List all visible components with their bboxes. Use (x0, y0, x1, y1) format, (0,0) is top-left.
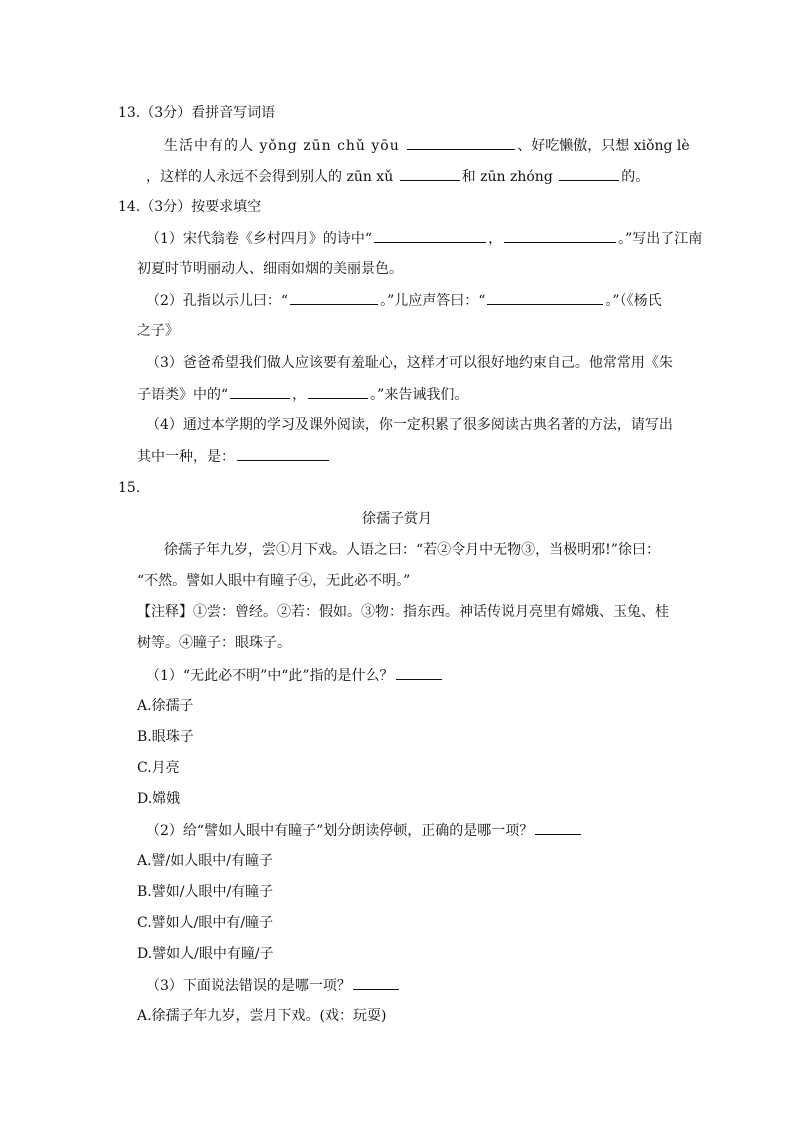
q2-option-a[interactable]: A.譬/如人眼中/有瞳子 (137, 853, 273, 869)
q2-option-c[interactable]: C.譬如人/眼中有/瞳子 (137, 915, 274, 931)
q13-line-1 (164, 136, 690, 155)
q1-option-d[interactable]: D.嫦娥 (137, 791, 181, 807)
q2-option-b[interactable]: B.譬如/人眼中/有瞳子 (137, 884, 274, 900)
q1-option-a[interactable]: A.徐孺子 (137, 698, 194, 714)
answer-blank-3[interactable] (353, 976, 399, 990)
q14-p3-line1: （3）爸爸希望我们做人应该要有羞耻心，这样才可以很好地约束自己。他常常用《朱 (146, 355, 673, 371)
blank-q14-3b[interactable] (308, 385, 368, 399)
q13-heading: 13.（3分）看拼音写词语 (118, 105, 276, 121)
q14-p2-line1 (146, 291, 662, 310)
annotation-line-1: 【注释】①尝：曾经。②若：假如。③物：指东西。神话传说月亮里有嫦娥、玉兔、桂 (137, 604, 669, 620)
sub-question-3 (146, 976, 401, 995)
q14-p3-text-c: ， (292, 387, 307, 403)
q1-option-c[interactable]: C.月亮 (137, 760, 180, 776)
passage-line-1: 徐孺子年九岁，尝①月下戏。人语之曰：“若②令月中无物③，当极明邪!”徐曰： (164, 542, 660, 558)
q13-text-2b: 和 zūn zhóng (461, 169, 558, 185)
q13-text-2c: 的。 (621, 169, 650, 185)
answer-blank-1[interactable] (396, 666, 442, 680)
q14-p4-text-b: 其中一种，是： (137, 449, 235, 465)
q14-p4-line1: （4）通过本学期的学习及课外阅读，你一定积累了很多阅读古典名著的方法，请写出 (146, 417, 673, 433)
q14-p3-text-d: 。”来告诫我们。 (370, 387, 469, 403)
q14-p1-text-a: （1）宋代翁卷《乡村四月》的诗中“ (146, 231, 373, 247)
blank-zunxu[interactable] (400, 167, 460, 181)
q14-p3-line2 (137, 385, 468, 404)
sub-question-3-text: （3）下面说法错误的是哪一项？ (146, 978, 351, 994)
q13-text-1b: 、好吃懒傲，只想 xiǒng lè (517, 138, 690, 154)
blank-q14-1a[interactable] (374, 229, 486, 243)
q14-p1-text-c: 。”写出了江南 (618, 231, 703, 247)
q14-p2-line2: 之子》 (137, 323, 179, 339)
blank-zunzhong[interactable] (559, 167, 619, 181)
blank-q14-1b[interactable] (504, 229, 616, 243)
blank-q14-2b[interactable] (487, 291, 603, 305)
passage-title: 徐孺子赏月 (362, 511, 432, 527)
q14-p1-line1 (146, 229, 702, 248)
q14-p4-line2 (137, 447, 331, 466)
q1-option-b[interactable]: B.眼珠子 (137, 729, 194, 745)
q2-option-d[interactable]: D.譬如人/眼中有瞳/子 (137, 946, 274, 962)
q13-line-2 (146, 167, 649, 186)
q14-heading: 14.（3分）按要求填空 (118, 199, 262, 215)
q3-option-a[interactable]: A.徐孺子年九岁，尝月下戏。(戏：玩耍) (137, 1008, 387, 1024)
sub-question-1-text: （1）“无此必不明”中“此”指的是什么？ (146, 668, 394, 684)
sub-question-2 (146, 821, 583, 840)
q14-p2-text-b: 。”儿应声答曰：“ (380, 293, 486, 309)
sub-question-2-text: （2）给“譬如人眼中有瞳子”划分朗读停顿，正确的是哪一项？ (146, 823, 534, 839)
q14-p2-text-a: （2）孔指以示儿曰：“ (146, 293, 289, 309)
blank-q14-3a[interactable] (230, 385, 290, 399)
sub-question-1 (146, 666, 444, 685)
q14-p3-text-b: 子语类》中的“ (137, 387, 229, 403)
blank-q14-4[interactable] (237, 447, 329, 461)
annotation-line-2: 树等。④瞳子：眼珠子。 (137, 635, 291, 651)
q14-p1-text-b: ， (488, 231, 503, 247)
passage-line-2: “不然。譬如人眼中有瞳子④，无此必不明。” (137, 573, 411, 589)
q13-text-1a: 生活中有的人 yǒng zūn chǔ yōu (164, 138, 406, 154)
q15-heading: 15. (118, 480, 141, 496)
blank-yongzunchuyou[interactable] (407, 136, 515, 150)
q14-p2-text-c: 。”（《杨氏 (605, 293, 662, 309)
q13-text-2a: ，这样的人永远不会得到别人的 zūn xǔ (146, 169, 398, 185)
q14-p1-line2: 初夏时节明丽动人、细雨如烟的美丽景色。 (137, 261, 403, 277)
blank-q14-2a[interactable] (290, 291, 378, 305)
answer-blank-2[interactable] (535, 821, 581, 835)
